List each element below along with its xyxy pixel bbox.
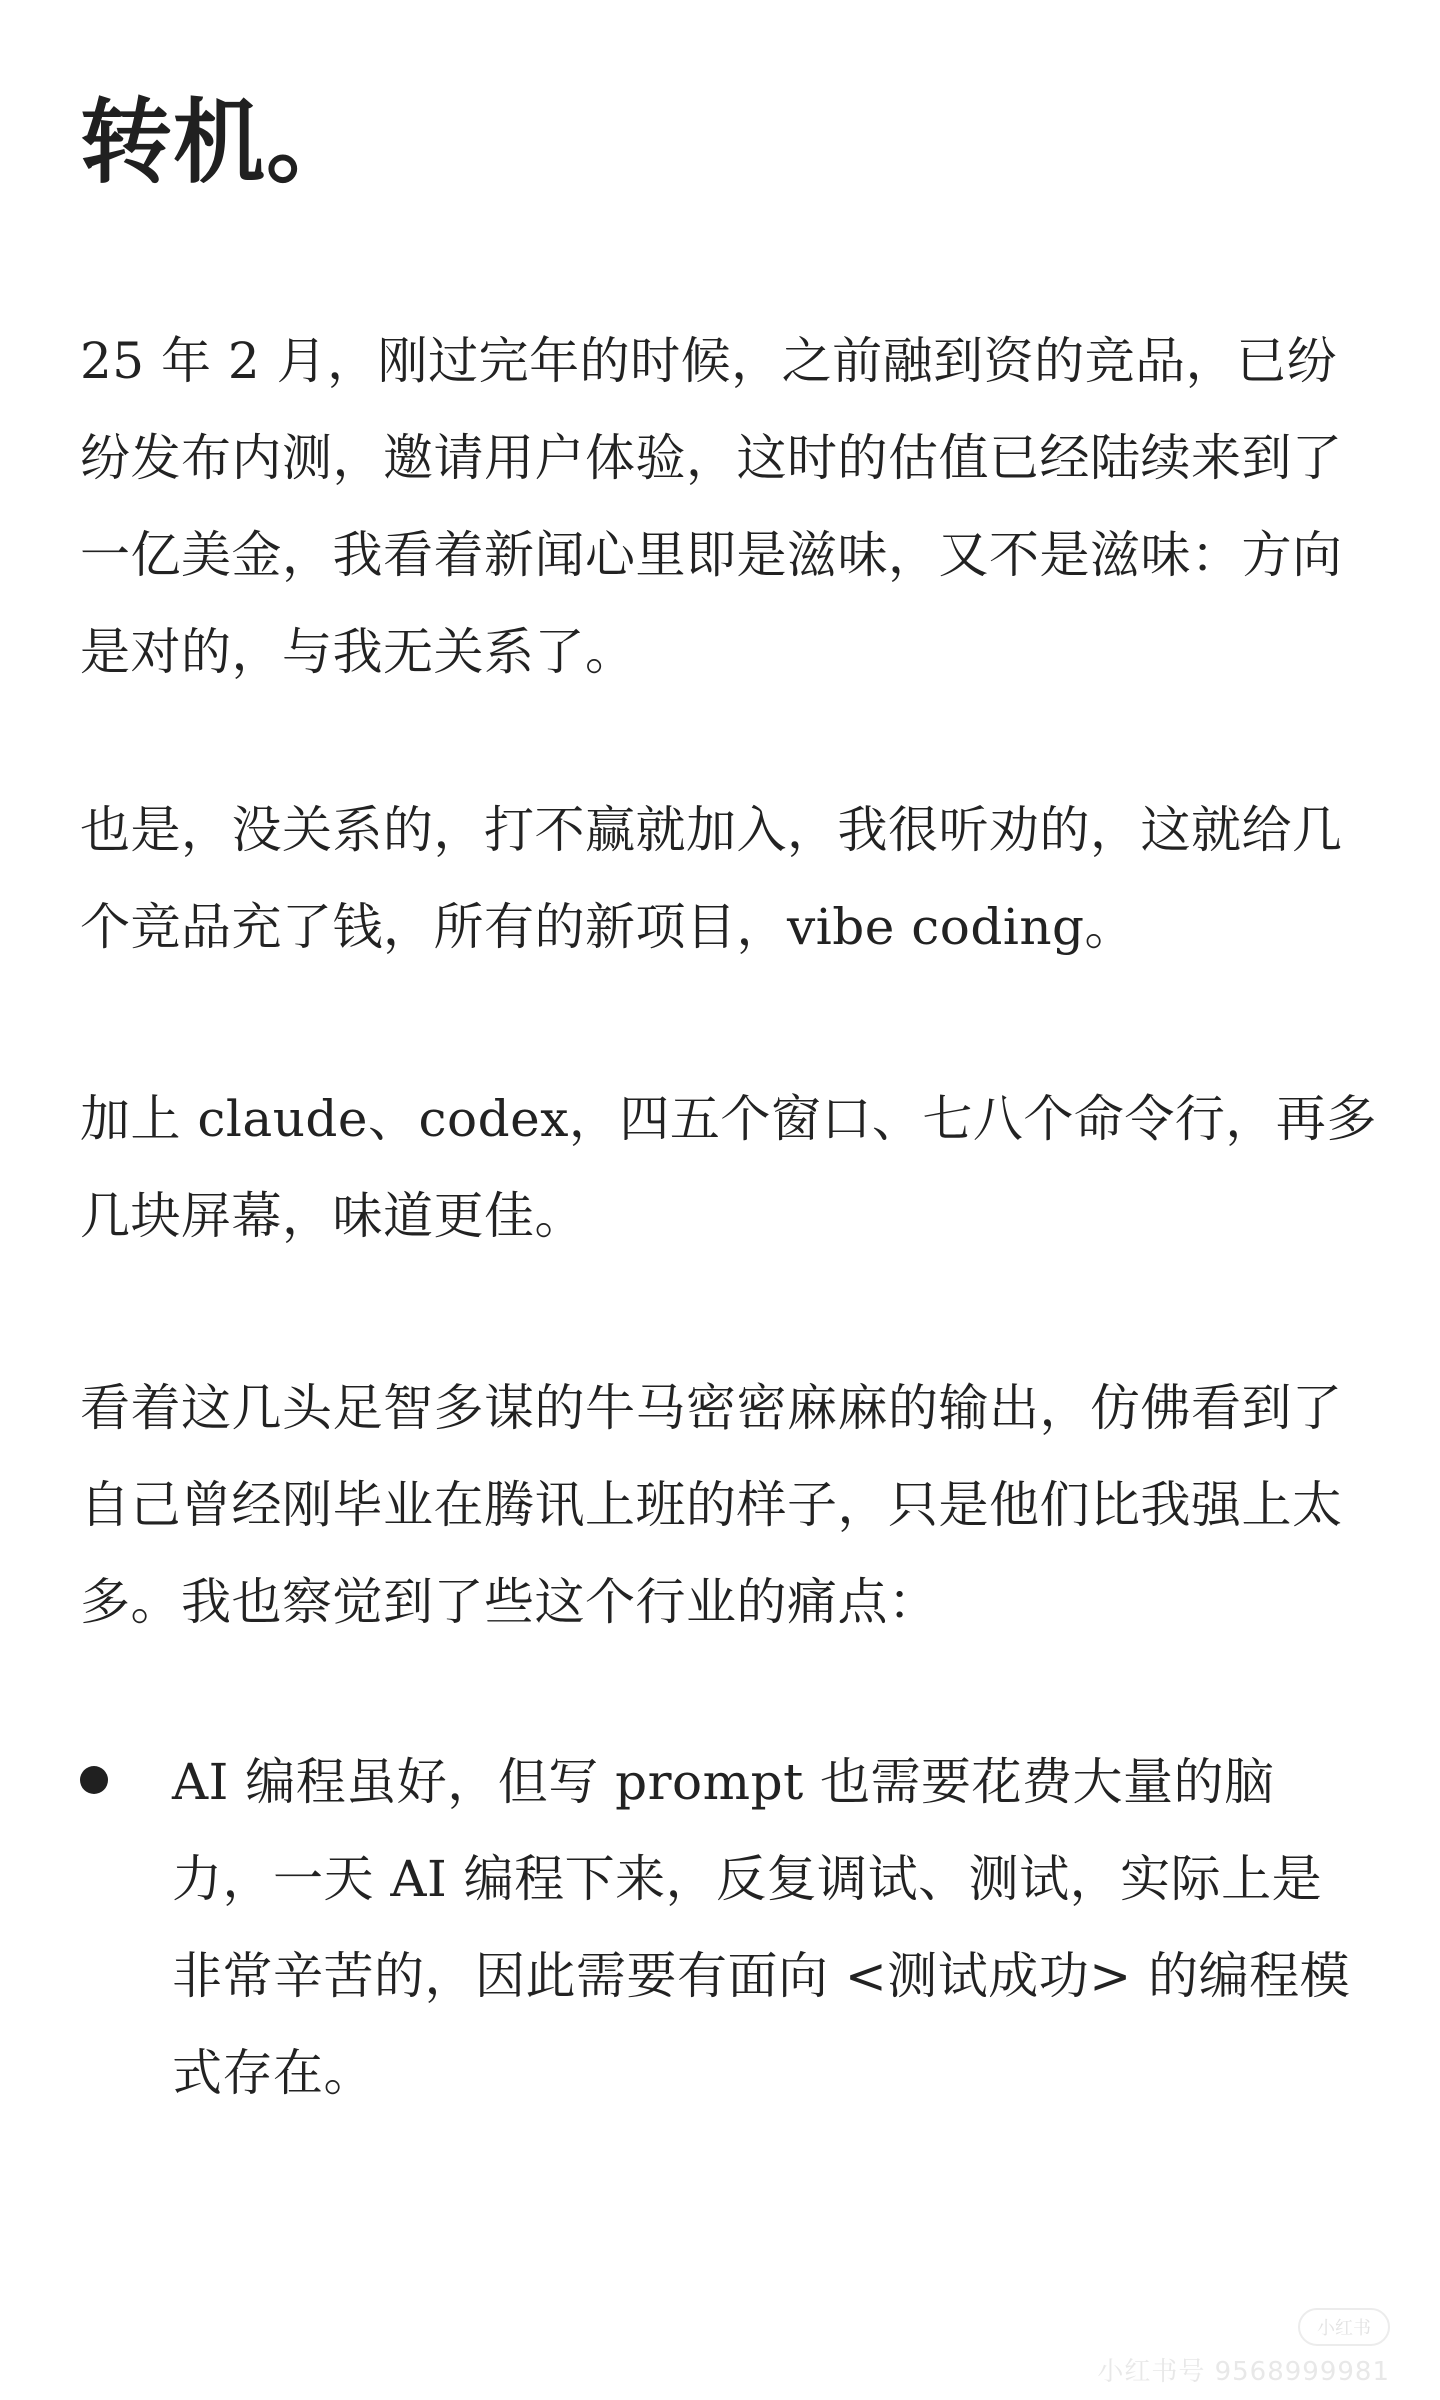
bullet-list-item — [80, 1734, 1380, 2134]
bullet-icon — [80, 1766, 108, 1794]
paragraph-4: 看着这几头足智多谋的牛马密密麻麻的输出，仿佛看到了自己曾经刚毕业在腾讯上班的样子，只是他们比我强上太多。我也察觉到了些这个行业的痛点： — [80, 1379, 1343, 1631]
paragraph-3: 加上 claude、codex，四五个窗口、七八个命令行，再多几块屏幕，味道更佳。 — [80, 1090, 1377, 1245]
article-title: 转机。 — [80, 88, 360, 196]
watermark-badge: 小红书 — [1298, 2308, 1390, 2346]
watermark-account: 小红书号 9568999981 — [1097, 2357, 1390, 2387]
paragraph-2: 也是，没关系的，打不赢就加入，我很听劝的，这就给几个竞品充了钱，所有的新项目，vibe coding。 — [80, 801, 1343, 956]
bullet-text: AI 编程虽好，但写 prompt 也需要花费大量的脑力，一天 AI 编程下来，反复调试、测试，实际上是非常辛苦的，因此需要有面向 <测试成功> 的编程模式存在。 — [172, 1753, 1351, 2102]
paragraph-1: 25 年 2 月，刚过完年的时候，之前融到资的竞品，已纷纷发布内测，邀请用户体验，这时的估值已经陆续来到了一亿美金，我看着新闻心里即是滋味，又不是滋味：方向是对的，与我无关系了。 — [80, 332, 1343, 681]
